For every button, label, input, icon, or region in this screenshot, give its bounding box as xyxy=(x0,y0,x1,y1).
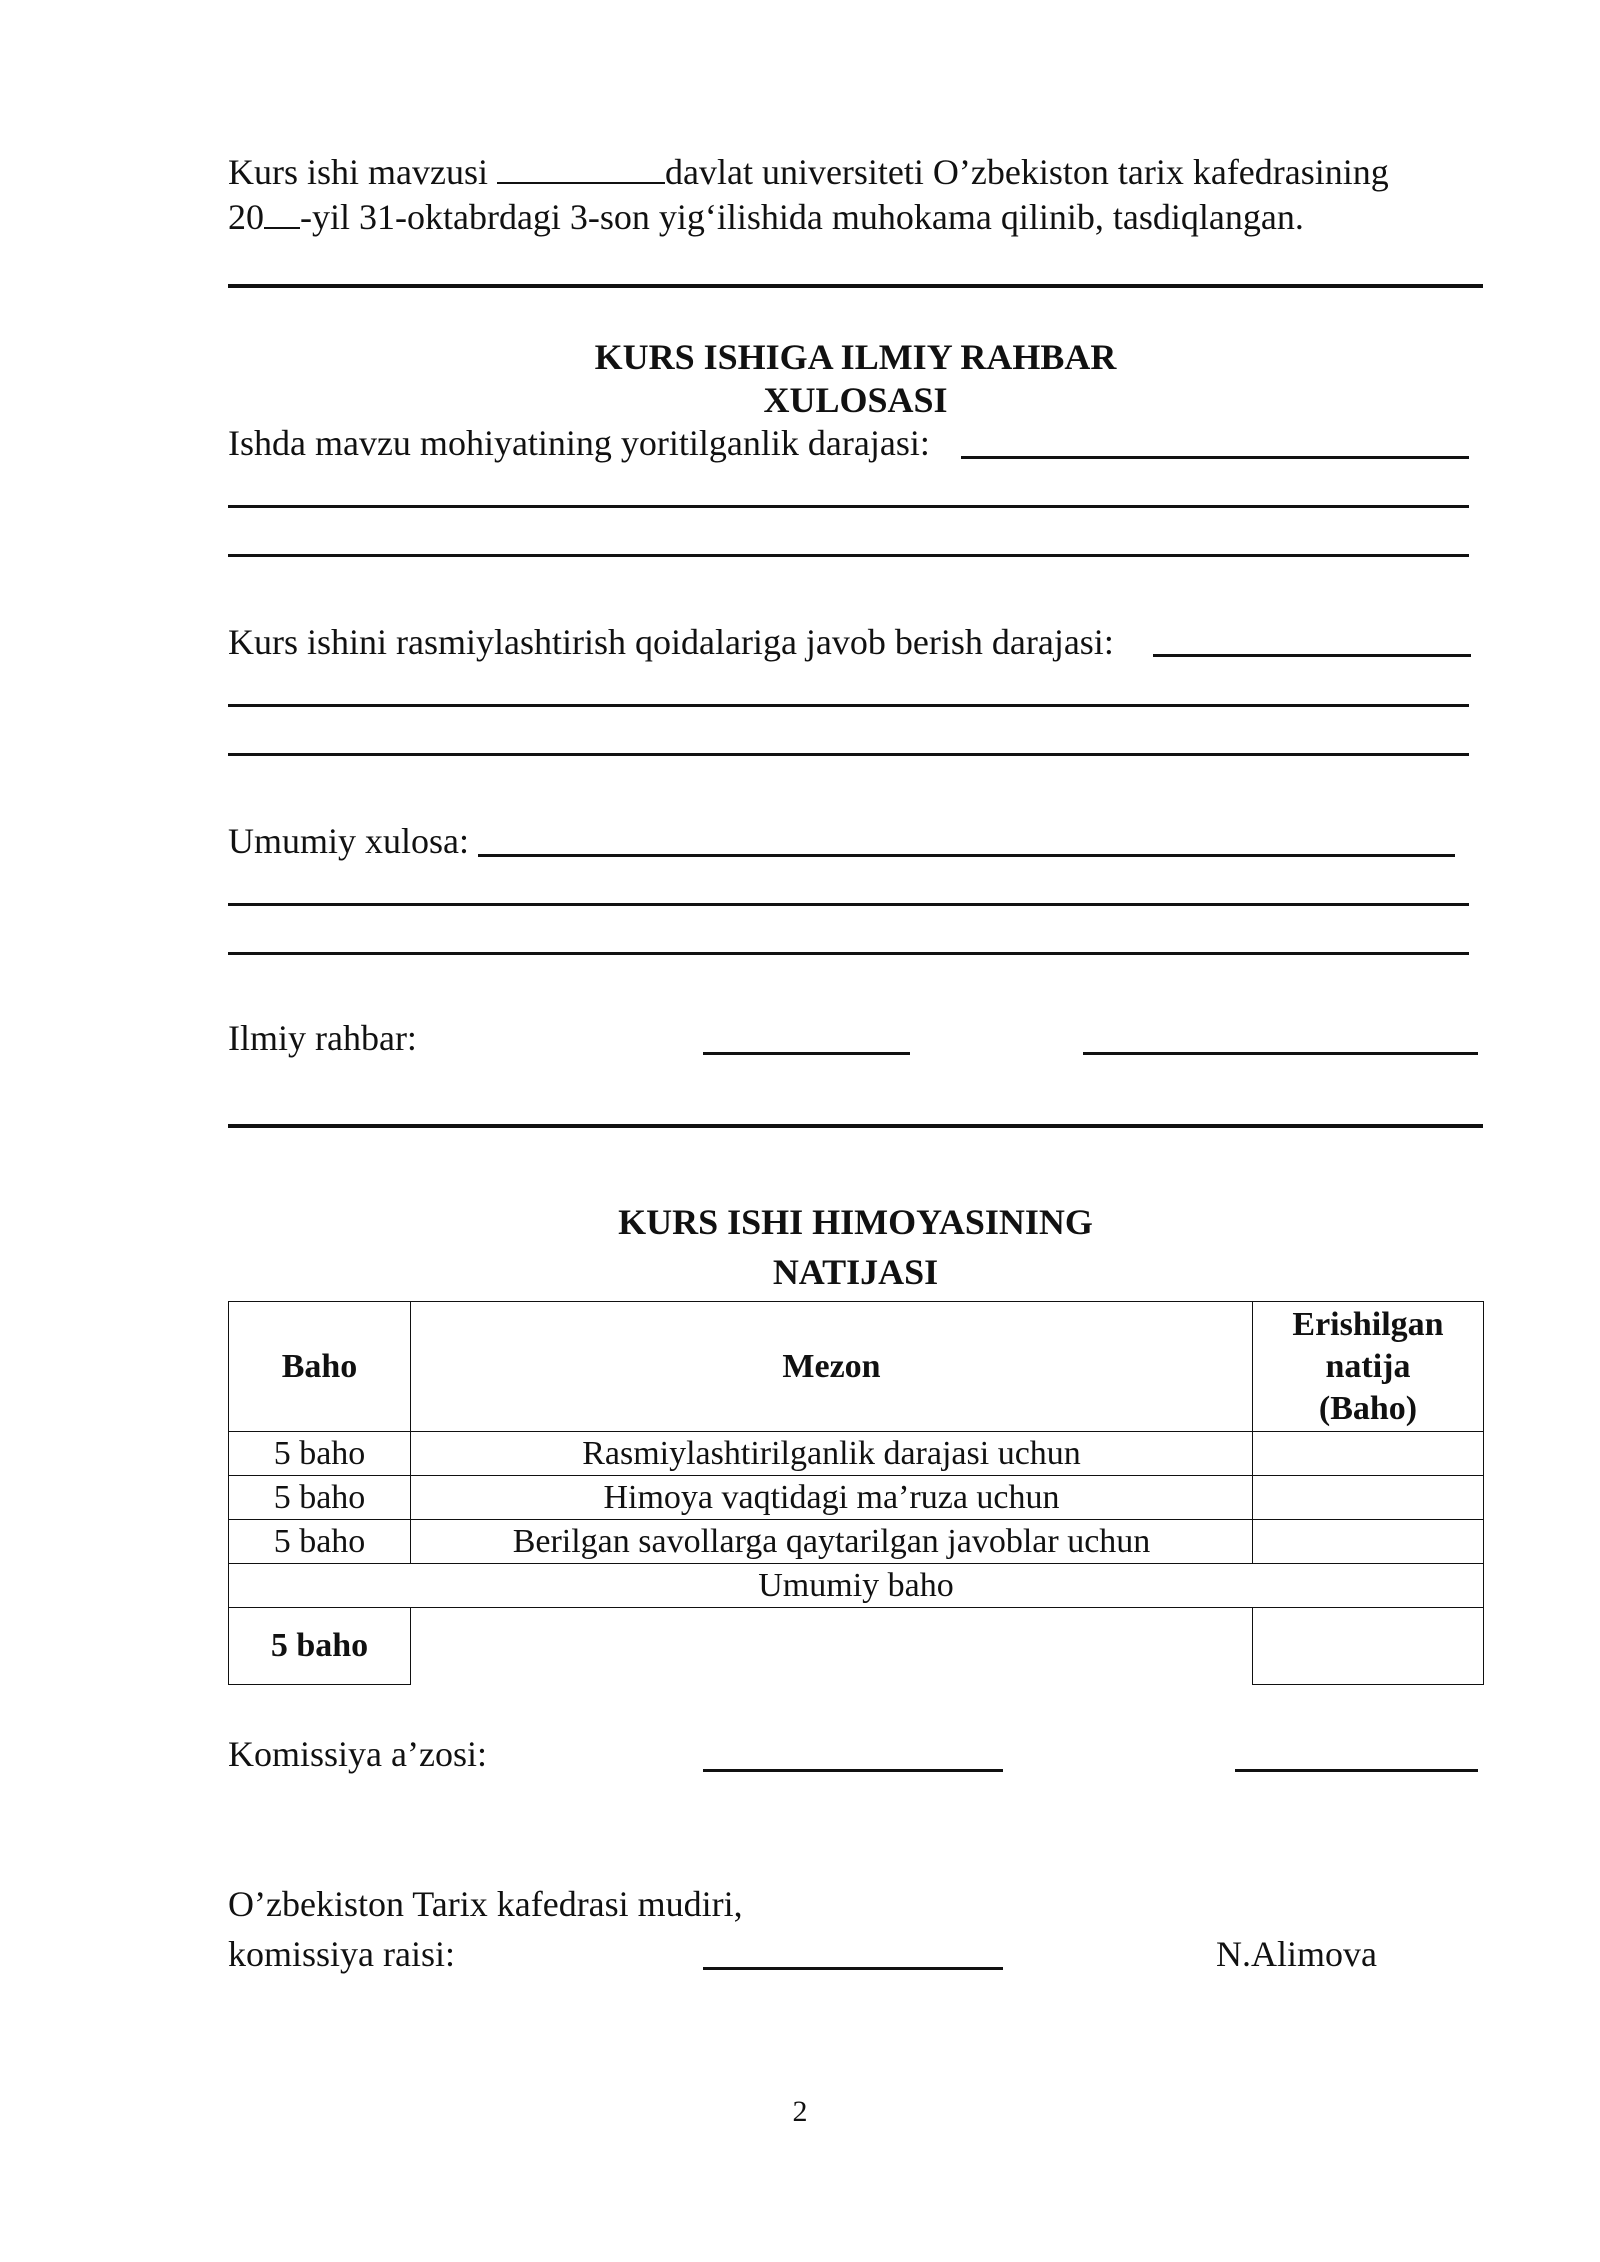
table-header-row xyxy=(229,1302,1484,1432)
coverage-answer-line xyxy=(228,505,1469,508)
general-conclusion-line xyxy=(228,952,1469,955)
header-criterion: Mezon xyxy=(411,1302,1253,1432)
conclusion-title-line1: KURS ISHIGA ILMIY RAHBAR xyxy=(594,337,1117,377)
total-label-row xyxy=(229,1564,1484,1608)
intro-year-prefix: 20 xyxy=(228,197,264,237)
chair-signature-line xyxy=(703,1967,1003,1970)
commission-chair-label: komissiya raisi: xyxy=(228,1934,455,1974)
chair-name: N.Alimova xyxy=(1216,1934,1377,1974)
results-title-line2: NATIJASI xyxy=(772,1252,939,1292)
table-row xyxy=(229,1476,1484,1520)
row-result-cell xyxy=(1253,1520,1484,1564)
intro-text-university: davlat universiteti O’zbekiston tarix kafedrasining xyxy=(664,152,1389,192)
results-table xyxy=(228,1301,1484,1685)
header-achieved-line2: natija xyxy=(1325,1347,1411,1385)
supervisor-name-line xyxy=(1083,1052,1478,1055)
row-criterion: Berilgan savollarga qaytarilgan javoblar uchun xyxy=(411,1520,1253,1564)
header-achieved-line1: Erishilgan xyxy=(1292,1305,1444,1343)
member-name-line xyxy=(1235,1769,1478,1772)
table-row xyxy=(229,1432,1484,1476)
formatting-answer-line xyxy=(1153,654,1471,657)
header-achieved-line3: (Baho) xyxy=(1318,1389,1418,1427)
row-result-cell xyxy=(1253,1432,1484,1476)
supervisor-label: Ilmiy rahbar: xyxy=(228,1018,417,1058)
year-blank xyxy=(264,195,300,229)
total-row xyxy=(229,1608,1484,1685)
coverage-label: Ishda mavzu mohiyatining yoritilganlik darajasi: xyxy=(228,423,930,463)
general-conclusion-label: Umumiy xulosa: xyxy=(228,821,469,861)
topic-blank xyxy=(497,150,665,184)
header-grade: Baho xyxy=(229,1302,411,1432)
coverage-answer-line xyxy=(228,554,1469,557)
section-divider xyxy=(228,1124,1483,1128)
page-number: 2 xyxy=(792,2095,808,2128)
row-result-cell xyxy=(1253,1476,1484,1520)
row-criterion: Rasmiylashtirilganlik darajasi uchun xyxy=(411,1432,1253,1476)
table-row xyxy=(229,1520,1484,1564)
total-label: Umumiy baho xyxy=(229,1564,1484,1608)
total-empty-cell xyxy=(411,1608,1253,1685)
supervisor-signature-line xyxy=(703,1052,910,1055)
approval-paragraph xyxy=(228,150,1488,240)
general-conclusion-line xyxy=(228,903,1469,906)
member-signature-line xyxy=(703,1769,1003,1772)
row-grade: 5 baho xyxy=(229,1432,411,1476)
commission-member-label: Komissiya a’zosi: xyxy=(228,1734,487,1774)
department-head-label: O’zbekiston Tarix kafedrasi mudiri, xyxy=(228,1884,743,1924)
total-result-cell xyxy=(1253,1608,1484,1685)
results-title-line1: KURS ISHI HIMOYASINING xyxy=(618,1202,1093,1242)
row-grade: 5 baho xyxy=(229,1476,411,1520)
intro-text-start: Kurs ishi mavzusi xyxy=(228,152,497,192)
formatting-answer-line xyxy=(228,704,1469,707)
formatting-answer-line xyxy=(228,753,1469,756)
formatting-label: Kurs ishini rasmiylashtirish qoidalariga javob berish darajasi: xyxy=(228,622,1114,662)
total-grade: 5 baho xyxy=(229,1608,411,1685)
row-criterion: Himoya vaqtidagi ma’ruza uchun xyxy=(411,1476,1253,1520)
conclusion-title-line2: XULOSASI xyxy=(763,380,948,420)
row-grade: 5 baho xyxy=(229,1520,411,1564)
section-divider xyxy=(228,284,1483,288)
coverage-answer-line xyxy=(961,456,1469,459)
header-achieved-result xyxy=(1253,1302,1484,1432)
intro-text-meeting: -yil 31-oktabrdagi 3-son yig‘ilishida muhokama qilinib, tasdiqlangan. xyxy=(300,197,1304,237)
general-conclusion-line xyxy=(478,854,1455,857)
